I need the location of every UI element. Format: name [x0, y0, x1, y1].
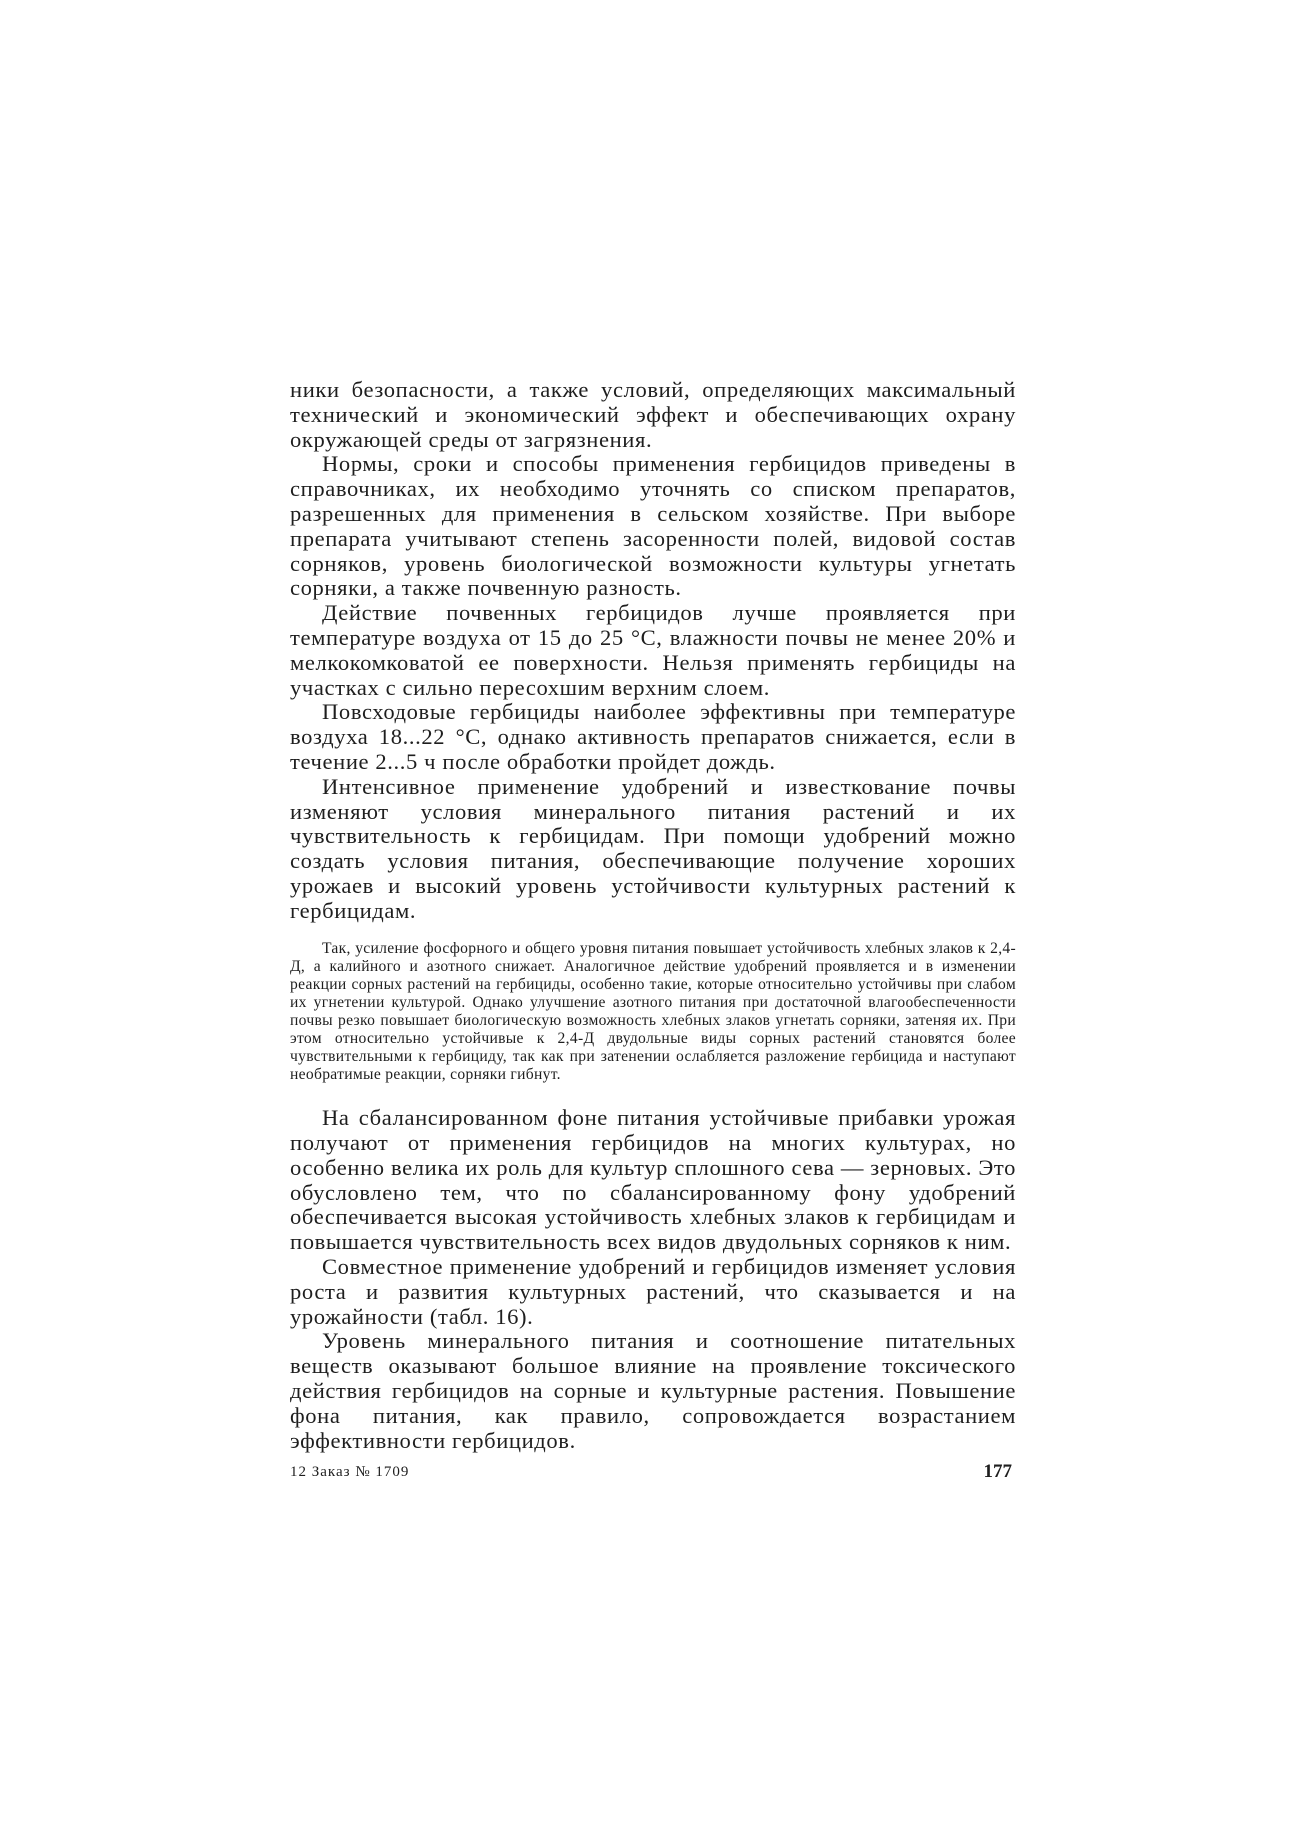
page-footer	[290, 1460, 1016, 1484]
page-number: 177	[983, 1461, 1012, 1482]
paragraph: На сбалансированном фоне питания устойчивые прибавки урожая получают от применения гербицидов на многих культурах, но особенно велика их роль для культур сплошного сева — зерновых. Это обусловлено тем, что по сбалансированному фону удобрений обеспечивается высокая устойчивость хлебных злаков к гербицидам и повышается чувствительность всех видов двудольных сорняков к ним.	[290, 1105, 1016, 1255]
paragraph: Интенсивное применение удобрений и известкование почвы изменяют условия минерального питания растений и их чувствительность к гербицидам. При помощи удобрений можно создать условия питания, обеспечивающие получение хороших урожаев и высокий уровень устойчивости культурных растений к гербицидам.	[290, 773, 1016, 923]
paragraph: Действие почвенных гербицидов лучше проявляется при температуре воздуха от 15 до 25 °С, влажности почвы не менее 20% и мелкокомковатой ее поверхности. Нельзя применять гербициды на участках с сильно пересохшим верхним слоем.	[290, 600, 1016, 700]
page-body	[290, 378, 1016, 1453]
paragraph: Повсходовые гербициды наиболее эффективны при температуре воздуха 18...22 °С, однако активность препаратов снижается, если в течение 2...5 ч после обработки пройдет дождь.	[290, 699, 1016, 774]
paragraph: Нормы, сроки и способы применения гербицидов приведены в справочниках, их необходимо уточнять со списком препаратов, разрешенных для применения в сельском хозяйстве. При выборе препарата учитывают степень засоренности полей, видовой состав сорняков, уровень биологической возможности культуры угнетать сорняки, а также почвенную разность.	[290, 451, 1016, 601]
paragraph: ники безопасности, а также условий, определяющих максимальный технический и экономический эффект и обеспечивающих охрану окружающей среды от загрязнения.	[290, 377, 1016, 452]
paragraph: Совместное применение удобрений и гербицидов изменяет условия роста и развития культурных растений, что сказывается и на урожайности (табл. 16).	[290, 1254, 1016, 1329]
small-print-paragraph: Так, усиление фосфорного и общего уровня питания повышает устойчивость хлебных злаков к 2,4-Д, а калийного и азотного снижает. Аналогичное действие удобрений проявляется и в изменении реакции сорных растений на гербициды, особенно такие, которые относительно устойчивы при слабом их угнетении культурой. Однако улучшение азотного питания при достаточной влагообеспеченности почвы резко повышает биологическую возможность хлебных злаков угнетать сорняки, затеняя их. При этом относительно устойчивые к 2,4-Д двудольные виды сорных растений становятся более чувствительными к гербициду, так как при затенении ослабляется разложение гербицида и наступают необратимые реакции, сорняки гибнут.	[290, 939, 1016, 1084]
paragraph: Уровень минерального питания и соотношение питательных веществ оказывают большое влияние на проявление токсического действия гербицидов на сорные и культурные растения. Повышение фона питания, как правило, сопровождается возрастанием эффективности гербицидов.	[290, 1328, 1016, 1453]
printing-signature: 12 Заказ № 1709	[290, 1464, 410, 1480]
